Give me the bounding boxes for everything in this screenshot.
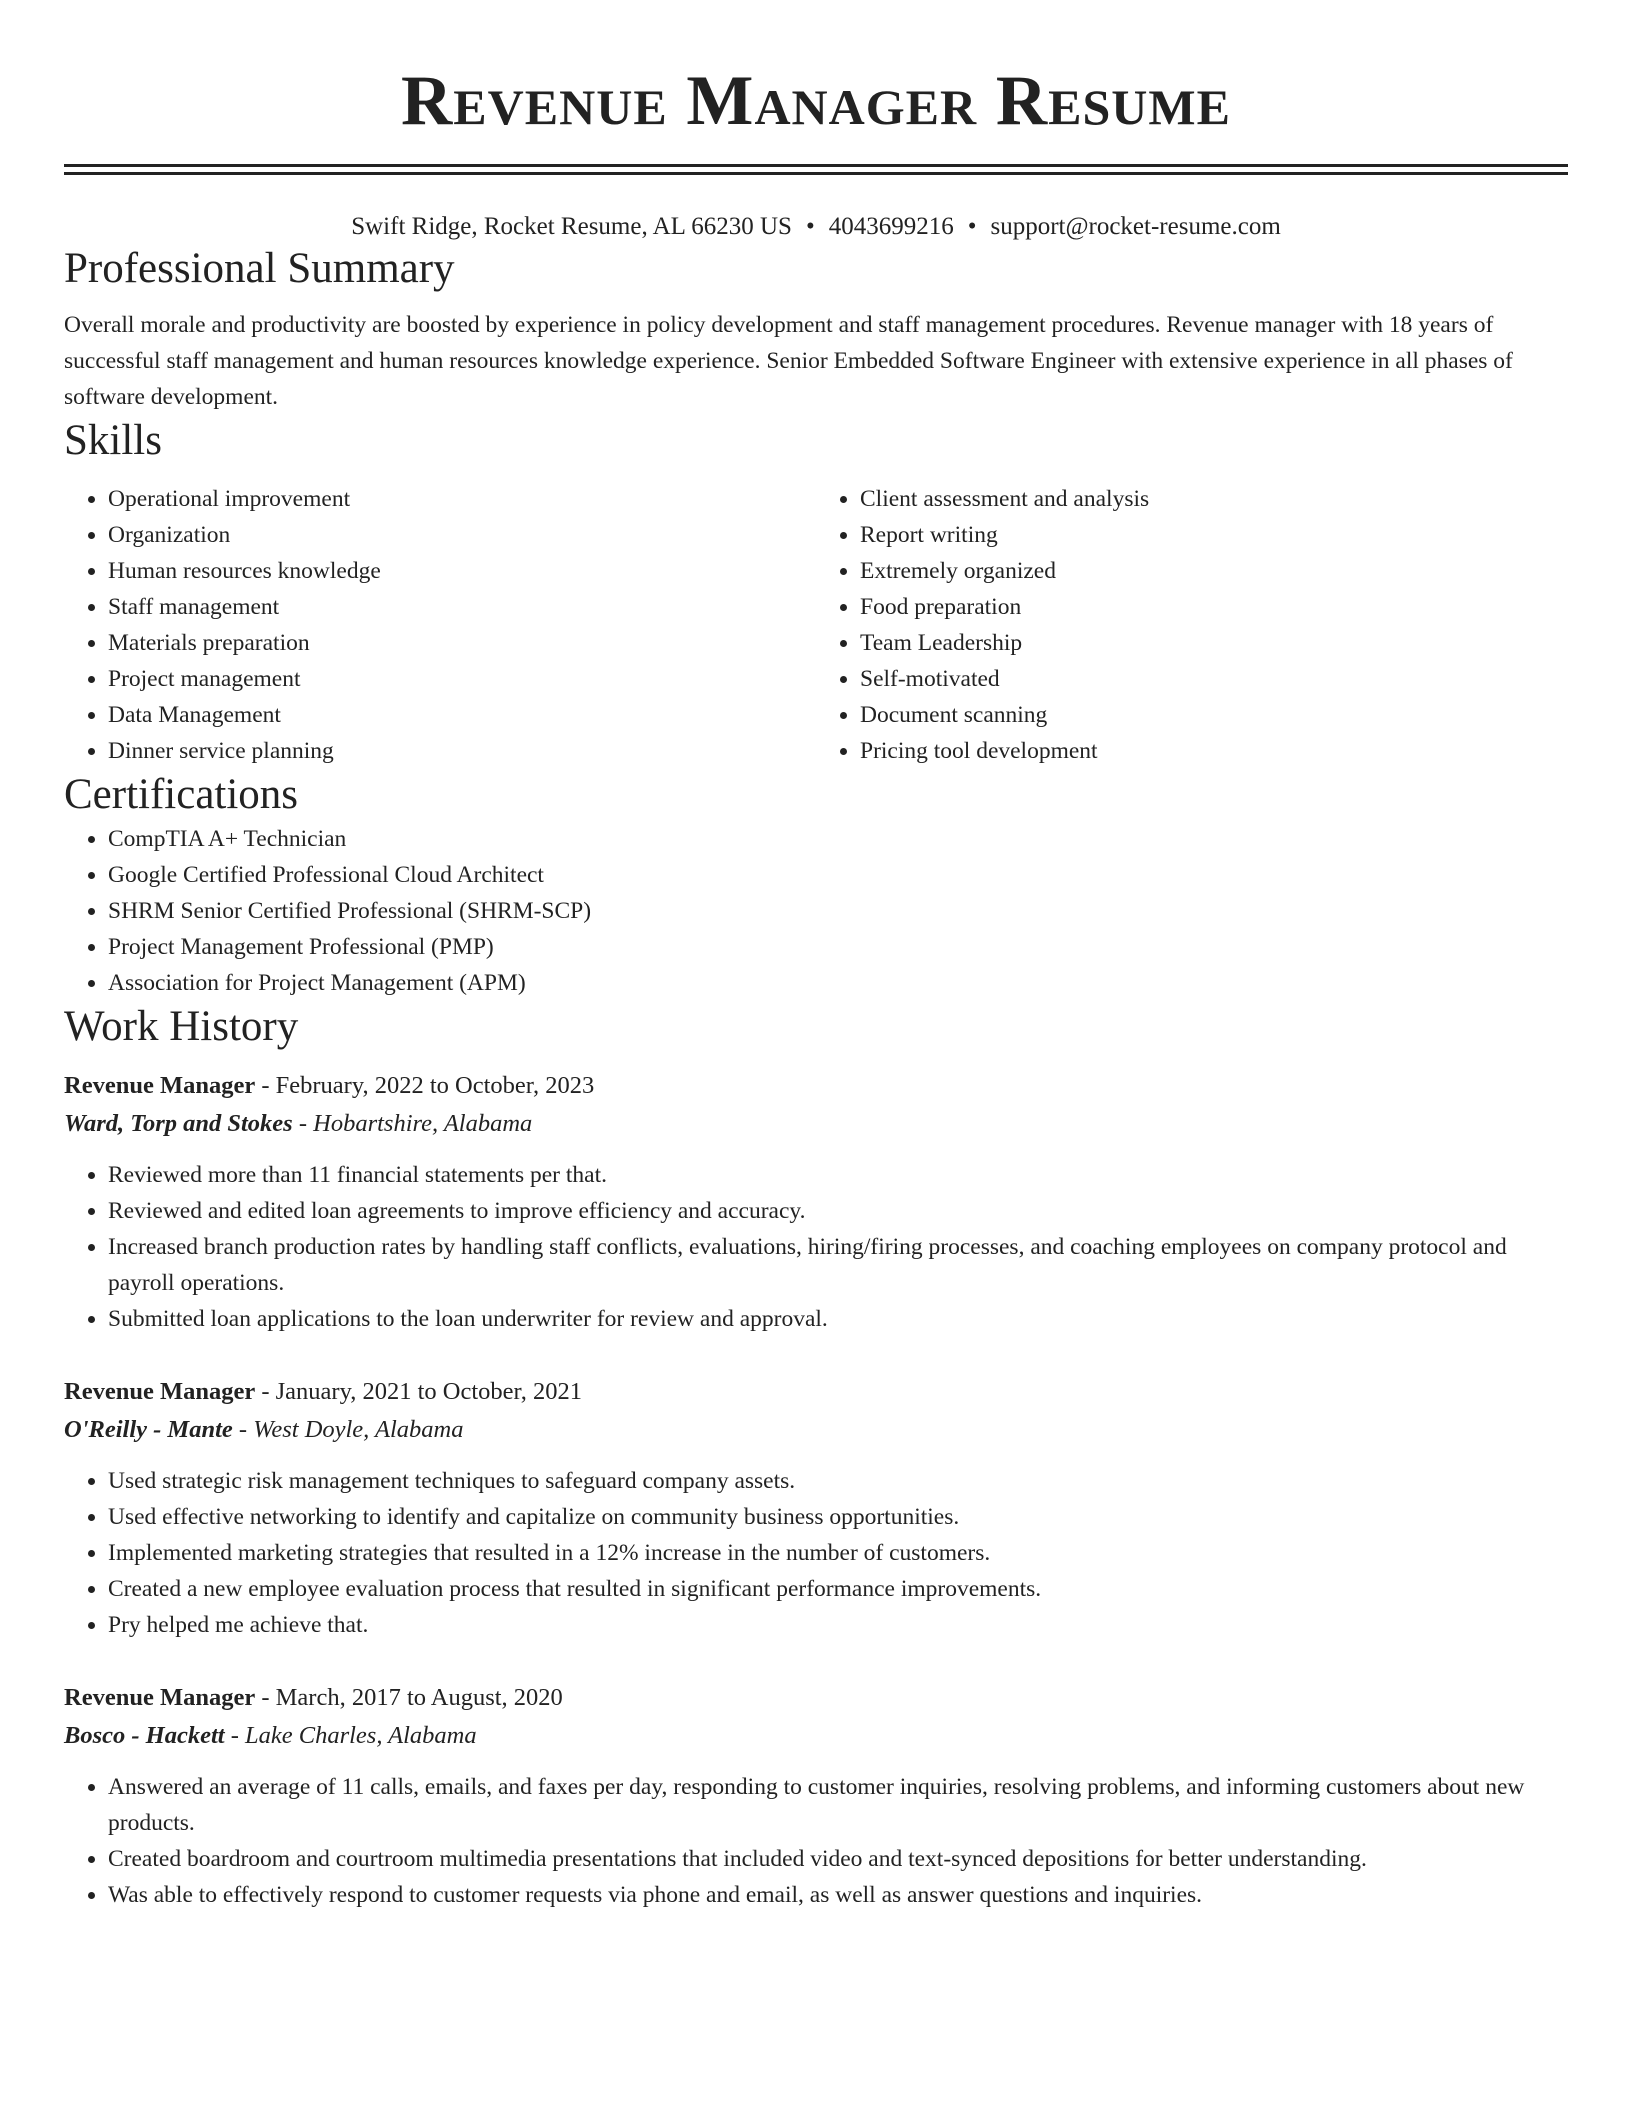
skill-item: • Food preparation [860,589,1568,625]
job-bullet: • Pry helped me achieve that. [108,1607,1568,1643]
contact-phone: 4043699216 [828,213,954,240]
skill-item: • Report writing [860,517,1568,553]
skill-item: • Team Leadership [860,625,1568,661]
job-company-line [64,1105,1568,1143]
skill-item: • Self-motivated [860,661,1568,697]
job-company-line [64,1717,1568,1755]
job-role: Revenue Manager [64,1072,256,1099]
job-title-line [64,1679,1568,1717]
job-dash: - [230,1722,239,1749]
job-company-line [64,1411,1568,1449]
title-double-rule [64,164,1568,175]
contact-email: support@rocket-resume.com [990,213,1281,240]
job-dates: March, 2017 to August, 2020 [275,1684,563,1711]
certification-item: • SHRM Senior Certified Professional (SHRM-SCP) [108,893,1568,929]
contact-separator: • [967,213,977,240]
work-history-heading: Work History [64,1003,299,1050]
job-role: Revenue Manager [64,1378,256,1405]
job-bullet: • Increased branch production rates by handling staff conflicts, evaluations, hiring/firing processes, and coaching employees on company protocol and payroll operations. [108,1229,1568,1301]
skill-item: • Staff management [108,589,816,625]
job-dash: - [261,1072,270,1099]
skill-item: • Pricing tool development [860,733,1568,769]
job-company: Ward, Torp and Stokes [64,1110,293,1137]
skill-item: • Operational improvement [108,481,816,517]
job-dates: February, 2022 to October, 2023 [275,1072,595,1099]
summary-heading: Professional Summary [64,245,455,292]
skill-item: • Project management [108,661,816,697]
certification-item: • CompTIA A+ Technician [108,821,1568,857]
skill-item: • Document scanning [860,697,1568,733]
job-title-line [64,1067,1568,1105]
skills-columns [64,481,1568,769]
job-location: Hobartshire, Alabama [313,1110,533,1137]
job-bullet: • Created boardroom and courtroom multimedia presentations that included video and text-synced depositions for better understanding. [108,1841,1568,1877]
job-bullet: • Used effective networking to identify and capitalize on community business opportunities. [108,1499,1568,1535]
skill-item: • Human resources knowledge [108,553,816,589]
skill-item: • Extremely organized [860,553,1568,589]
job-bullet: • Used strategic risk management techniques to safeguard company assets. [108,1463,1568,1499]
certification-item: • Project Management Professional (PMP) [108,929,1568,965]
job-entry [64,1067,1568,1337]
job-company: O'Reilly - Mante [64,1416,233,1443]
job-bullet: • Created a new employee evaluation process that resulted in significant performance improvements. [108,1571,1568,1607]
job-dash: - [238,1416,248,1443]
job-company: Bosco - Hackett [64,1722,225,1749]
skills-heading: Skills [64,417,162,464]
certifications-heading: Certifications [64,771,299,818]
skill-item: • Data Management [108,697,816,733]
skill-item: • Dinner service planning [108,733,816,769]
contact-line [64,211,1568,243]
job-bullet: • Submitted loan applications to the loan underwriter for review and approval. [108,1301,1568,1337]
job-bullets [64,1463,1568,1643]
certifications-list [64,821,1568,1001]
summary-text: Overall morale and productivity are boosted by experience in policy development and staff management procedures. Revenue manager with 18 years of successful staff management and human resources knowledge experience. Senior Embedded Software Engineer with extensive experience in all phases of software development. [64,312,1513,410]
job-dash: - [261,1378,270,1405]
job-dates: January, 2021 to October, 2021 [275,1378,582,1405]
job-entry [64,1679,1568,1913]
certification-item: • Google Certified Professional Cloud Architect [108,857,1568,893]
contact-address: Swift Ridge, Rocket Resume, AL 66230 US [351,213,792,240]
resume-title: Revenue Manager Resume [401,62,1231,140]
job-location: West Doyle, Alabama [253,1416,464,1443]
job-bullet: • Answered an average of 11 calls, emails, and faxes per day, responding to customer inquiries, resolving problems, and informing customers about new products. [108,1769,1568,1841]
job-entry [64,1373,1568,1643]
job-location: Lake Charles, Alabama [245,1722,477,1749]
contact-separator: • [805,213,815,240]
job-dash: - [261,1684,270,1711]
certification-item: • Association for Project Management (APM) [108,965,1568,1001]
job-bullet: • Was able to effectively respond to customer requests via phone and email, as well as answer questions and inquiries. [108,1877,1568,1913]
job-bullets [64,1157,1568,1337]
skill-item: • Client assessment and analysis [860,481,1568,517]
job-bullet: • Implemented marketing strategies that resulted in a 12% increase in the number of customers. [108,1535,1568,1571]
job-dash: - [298,1110,308,1137]
skill-item: • Organization [108,517,816,553]
skills-list-left [64,481,816,769]
job-bullets [64,1769,1568,1913]
job-title-line [64,1373,1568,1411]
job-bullet: • Reviewed more than 11 financial statements per that. [108,1157,1568,1193]
skill-item: • Materials preparation [108,625,816,661]
skills-list-right [816,481,1568,769]
job-bullet: • Reviewed and edited loan agreements to improve efficiency and accuracy. [108,1193,1568,1229]
job-role: Revenue Manager [64,1684,256,1711]
